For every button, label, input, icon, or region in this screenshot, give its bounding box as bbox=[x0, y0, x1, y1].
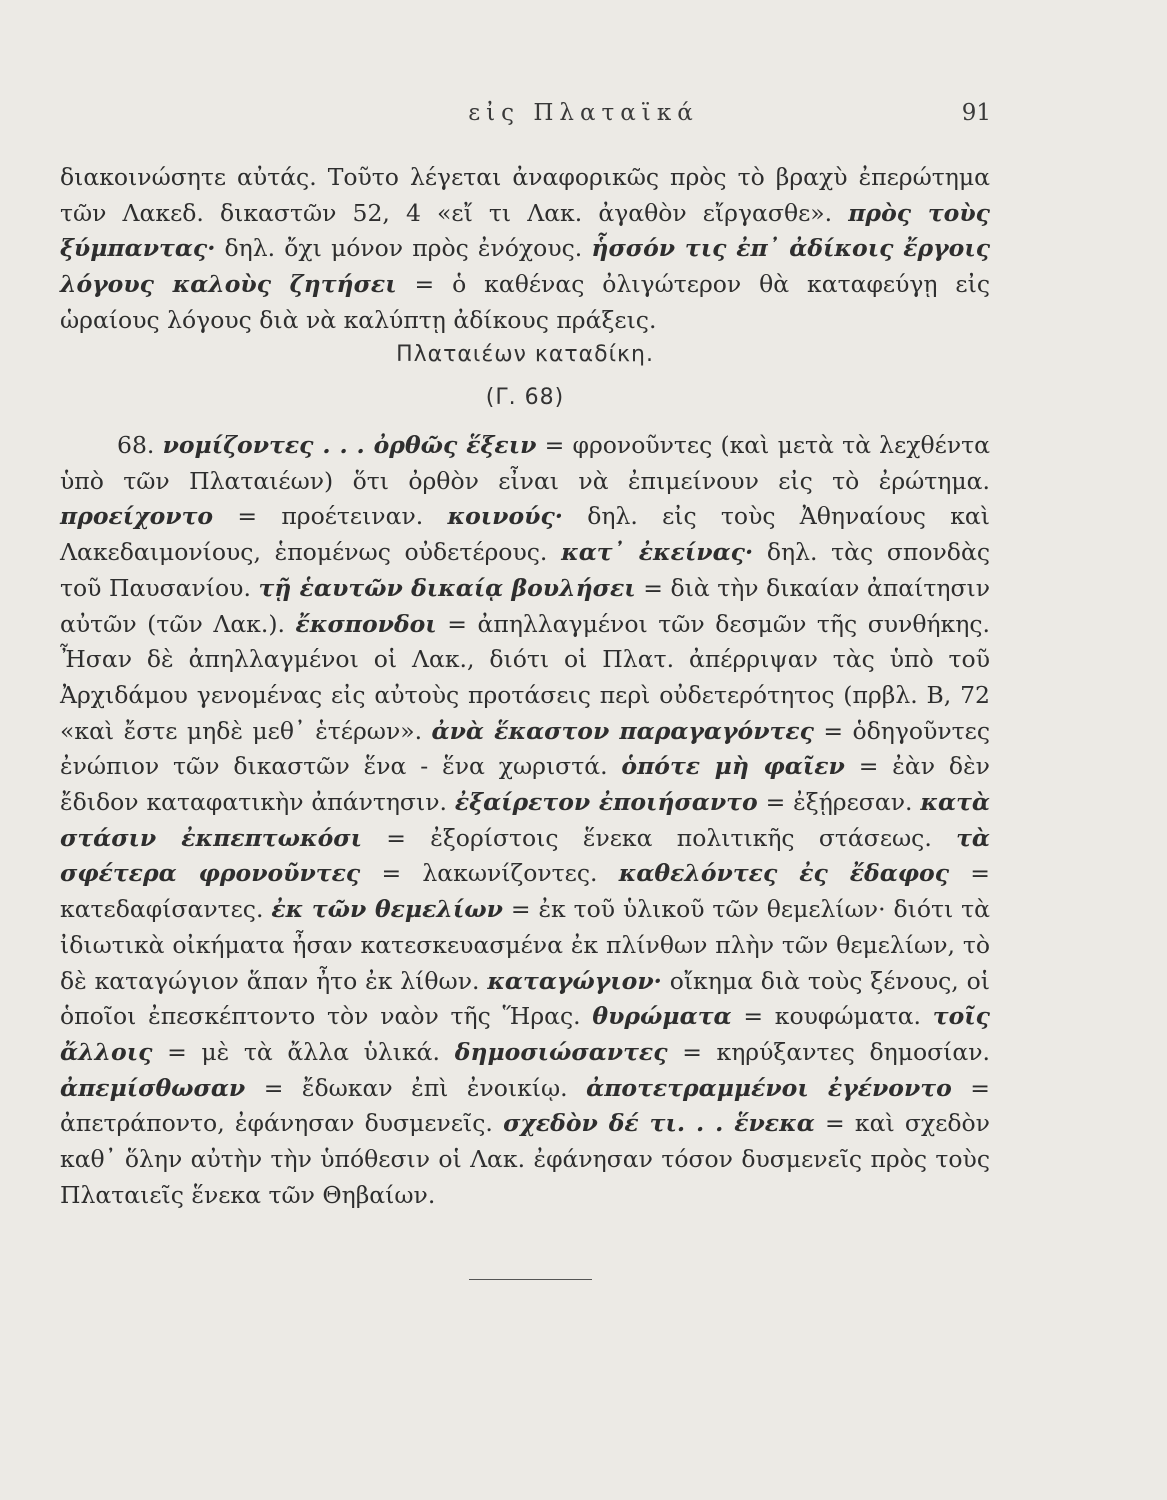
lemma: ὁπότε μὴ φαῖεν bbox=[621, 752, 845, 781]
section-title: Πλαταιέων καταδίκη. bbox=[396, 342, 654, 367]
gloss: = λακωνίζοντες. bbox=[381, 859, 598, 888]
gloss: δηλ. τὰς σπονδὰς τοῦ Παυσανίου. bbox=[60, 538, 990, 602]
lemma: τοῖς ἄλλοις bbox=[60, 1002, 990, 1066]
gloss: = διὰ τὴν δικαίαν ἀπαίτησιν αὐτῶν (τῶν Λακ.). bbox=[60, 573, 990, 638]
lemma: καθελόντες ἐς ἔδαφος bbox=[618, 859, 950, 888]
lemma: ἀποτετραμμένοι ἐγένοντο bbox=[586, 1073, 952, 1102]
intro-text: δηλ. ὄχι μόνον πρὸς ἐνόχους. bbox=[224, 234, 583, 263]
lemma: τὰ σφέτερα φρονοῦντες bbox=[60, 823, 990, 888]
lemma: σχεδὸν δέ τι. . . ἕνεκα bbox=[503, 1109, 815, 1138]
running-head bbox=[0, 100, 1167, 134]
lemma: δημοσιώσαντες bbox=[454, 1037, 668, 1066]
lemma: καταγώγιον· bbox=[487, 966, 662, 995]
lemma: κατὰ στάσιν ἐκπεπτωκόσι bbox=[60, 788, 990, 852]
gloss: = ἐξῄρεσαν. bbox=[765, 788, 913, 817]
lemma: ἧσσόν τις ἐπ᾽ ἀδίκοις ἔργοις λόγους καλοὺς ζητήσει bbox=[60, 234, 990, 299]
intro-text: = ὁ καθένας ὀλιγώτερον θὰ καταφεύγῃ εἰς ὡραίους λόγους διὰ νὰ καλύπτῃ ἀδίκους πράξεις. bbox=[60, 270, 990, 334]
intro-paragraph bbox=[60, 160, 990, 339]
lemma: πρὸς τοὺς ξύμπαντας· bbox=[60, 198, 990, 263]
gloss: = ἐὰν δὲν ἔδιδον καταφατικὴν ἀπάντησιν. bbox=[60, 752, 990, 817]
page-number: 91 bbox=[961, 100, 991, 126]
gloss: = ἐκ τοῦ ὑλικοῦ τῶν θεμελίων· διότι τὰ ἰδιωτικὰ οἰκήματα ἦσαν κατεσκευασμένα ἐκ πλίνθων πλὴν τῶν θεμελίων, τὸ δὲ καταγώγιον ἅπαν ἦτο ἐκ λίθων. bbox=[60, 895, 990, 995]
gloss: = κηρύξαντες δημοσίαν. bbox=[682, 1037, 990, 1066]
gloss: = ἔδωκαν ἐπὶ ἐνοικίῳ. bbox=[263, 1073, 568, 1102]
lemma: κατ᾽ ἐκείνας· bbox=[561, 538, 754, 567]
lemma: τῇ ἑαυτῶν δικαίᾳ βουλήσει bbox=[258, 573, 636, 602]
gloss: δηλ. εἰς τοὺς Ἀθηναίους καὶ Λακεδαιμονίους, ἑπομένως οὐδετέρους. bbox=[60, 502, 990, 567]
running-title: εἰς Πλαταϊκά bbox=[468, 100, 699, 126]
commentary-paragraph bbox=[60, 428, 990, 1213]
section-subtitle: (Γ. 68) bbox=[485, 385, 565, 410]
gloss: = ἀπηλλαγμένοι τῶν δεσμῶν τῆς συνθήκης. Ἦσαν δὲ ἀπηλλαγμένοι οἱ Λακ., διότι οἱ Πλατ. ἀπέρριψαν τὰς ὑπὸ τοῦ Ἀρχιδάμου γενομένας εἰς αὐτοὺς προτάσεις περὶ οὐδετερότητος (πρβλ. Β, 72 «καὶ ἔστε μηδὲ μεθ᾽ ἑτέρων». bbox=[60, 609, 990, 745]
gloss: οἴκημα διὰ τοὺς ξένους, οἱ ὁποῖοι ἐπεσκέπτοντο τὸν ναὸν τῆς Ἥρας. bbox=[60, 966, 990, 1031]
gloss: = προέτειναν. bbox=[237, 502, 424, 531]
gloss: = κατεδαφίσαντες. bbox=[60, 859, 990, 924]
lemma: νομίζοντες . . . ὀρθῶς ἕξειν bbox=[162, 431, 537, 459]
lemma: ἐξαίρετον ἐποιήσαντο bbox=[454, 788, 758, 817]
lemma: ἀπεμίσθωσαν bbox=[60, 1073, 246, 1102]
intro-text: διακοινώσητε αὐτάς. Τοῦτο λέγεται ἀναφορικῶς πρὸς τὸ βραχὺ ἐπερώτημα τῶν Λακεδ. δικαστῶν 52, 4 «εἴ τι Λακ. ἀγαθὸν εἴργασθε». bbox=[60, 163, 990, 227]
gloss: = ἐξορίστοις ἕνεκα πολιτικῆς στάσεως. bbox=[386, 823, 932, 852]
gloss: = ὁδηγοῦντες ἐνώπιον τῶν δικαστῶν ἕνα - ἕνα χωριστά. bbox=[60, 716, 990, 781]
closing-rule bbox=[469, 1279, 592, 1280]
chapter-number: 68. bbox=[117, 431, 155, 459]
gloss: = μὲ τὰ ἄλλα ὑλικά. bbox=[167, 1037, 441, 1066]
lemma: ἔκσπονδοι bbox=[295, 609, 437, 638]
lemma: ἐκ τῶν θεμελίων bbox=[271, 895, 503, 924]
gloss: = καὶ σχεδὸν καθ᾽ ὅλην αὐτὴν τὴν ὑπόθεσιν οἱ Λακ. ἐφάνησαν τόσον δυσμενεῖς πρὸς τοὺς Πλαταιεῖς ἕνεκα τῶν Θηβαίων. bbox=[60, 1109, 990, 1209]
lemma: ἀνὰ ἕκαστον παραγαγόντες bbox=[431, 716, 814, 745]
gloss: = κουφώματα. bbox=[743, 1002, 922, 1031]
lemma: θυρώματα bbox=[592, 1002, 732, 1031]
gloss: = ἀπετράποντο, ἐφάνησαν δυσμενεῖς. bbox=[60, 1073, 990, 1138]
lemma: κοινούς· bbox=[447, 502, 563, 531]
gloss: = φρονοῦντες (καὶ μετὰ τὰ λεχθέντα ὑπὸ τῶν Πλαταιέων) ὅτι ὀρθὸν εἶναι νὰ ἐπιμείνουν εἰς τὸ ἐρώτημα. bbox=[60, 431, 990, 495]
lemma: προείχοντο bbox=[60, 502, 214, 531]
